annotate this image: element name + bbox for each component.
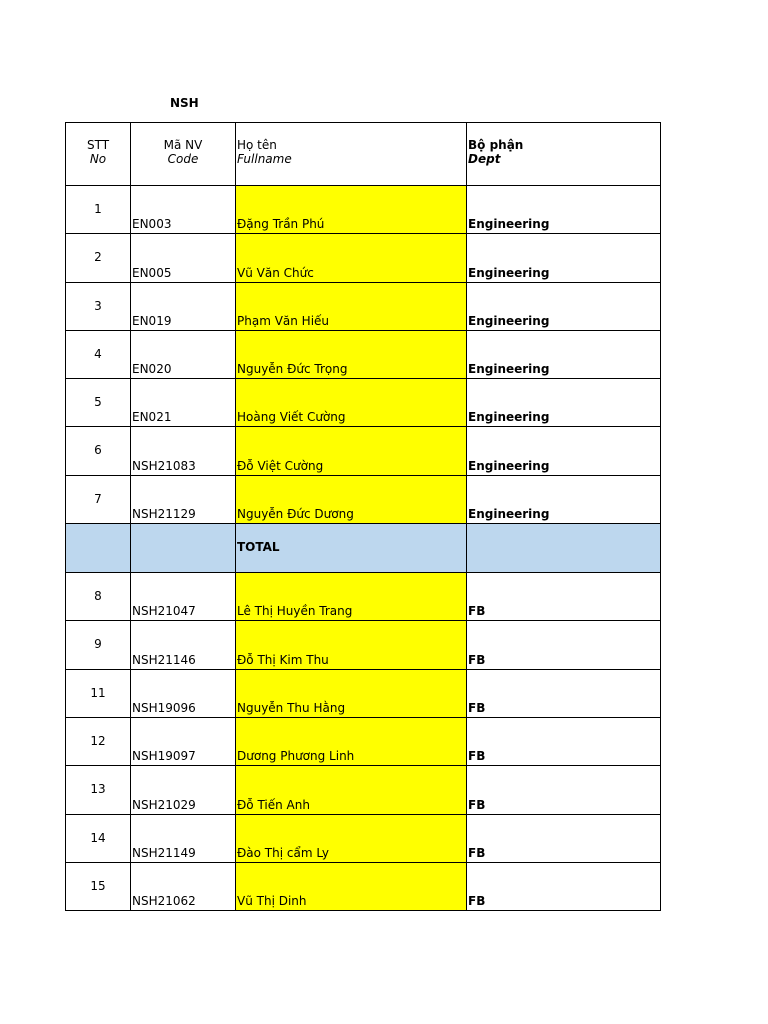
cell-dept[interactable] <box>467 573 661 621</box>
header-name[interactable] <box>236 123 467 186</box>
header-row <box>66 123 661 186</box>
cell-no[interactable] <box>66 717 131 765</box>
cell-fullname-text: Đỗ Việt Cường <box>237 458 324 473</box>
cell-fullname[interactable] <box>236 621 467 669</box>
cell-code[interactable] <box>131 475 236 523</box>
cell-fullname-text: Đào Thị cẩm Ly <box>237 845 330 860</box>
cell-code-text: NSH21029 <box>132 797 196 812</box>
cell-dept[interactable] <box>467 186 661 234</box>
cell-dept-text: FB <box>468 845 486 860</box>
cell-code-text: NSH21129 <box>132 507 196 522</box>
total-empty-cell[interactable] <box>467 524 661 573</box>
cell-code[interactable] <box>131 573 236 621</box>
table-row <box>66 766 661 814</box>
cell-code[interactable] <box>131 621 236 669</box>
cell-fullname[interactable] <box>236 766 467 814</box>
cell-dept[interactable] <box>467 814 661 862</box>
table-row <box>66 621 661 669</box>
cell-code-text: NSH21062 <box>132 894 196 909</box>
total-label: TOTAL <box>237 540 280 555</box>
cell-fullname[interactable] <box>236 427 467 475</box>
cell-dept-text: FB <box>468 700 486 715</box>
table-row <box>66 669 661 717</box>
cell-dept[interactable] <box>467 766 661 814</box>
cell-fullname-text: Vũ Văn Chức <box>237 265 314 280</box>
header-name-vi: Họ tên <box>237 138 277 152</box>
cell-code-text: NSH19096 <box>132 700 196 715</box>
cell-fullname-text: Đặng Trần Phú <box>237 217 325 232</box>
table-row <box>66 234 661 282</box>
table-row <box>66 379 661 427</box>
table-row <box>66 427 661 475</box>
employee-table <box>65 122 661 911</box>
header-code-vi: Mã NV <box>163 138 203 152</box>
cell-dept[interactable] <box>467 717 661 765</box>
cell-code[interactable] <box>131 234 236 282</box>
cell-code[interactable] <box>131 379 236 427</box>
cell-fullname-text: Nguyễn Thu Hằng <box>237 700 346 715</box>
header-name-en: Fullname <box>237 152 292 166</box>
cell-fullname[interactable] <box>236 282 467 330</box>
cell-dept-text: FB <box>468 797 486 812</box>
cell-fullname[interactable] <box>236 814 467 862</box>
cell-no-text: 1 <box>94 202 102 216</box>
cell-fullname-text: Vũ Thị Dinh <box>237 894 307 909</box>
cell-code[interactable] <box>131 427 236 475</box>
cell-fullname[interactable] <box>236 862 467 910</box>
cell-fullname-text: Dương Phương Linh <box>237 749 355 764</box>
cell-no-text: 13 <box>90 782 106 797</box>
cell-dept-text: Engineering <box>468 458 550 473</box>
cell-fullname[interactable] <box>236 717 467 765</box>
table-row <box>66 573 661 621</box>
cell-code-text: NSH21083 <box>132 458 196 473</box>
cell-no-text: 6 <box>94 443 102 458</box>
cell-no-text: 9 <box>94 637 102 652</box>
cell-no-text: 15 <box>90 878 106 893</box>
cell-code-text: EN005 <box>132 265 172 280</box>
cell-no[interactable] <box>66 475 131 523</box>
cell-dept[interactable] <box>467 621 661 669</box>
cell-code[interactable] <box>131 669 236 717</box>
cell-no-text: 8 <box>94 589 102 604</box>
total-label-cell[interactable] <box>236 524 467 573</box>
cell-dept-text: FB <box>468 652 486 667</box>
cell-dept[interactable] <box>467 475 661 523</box>
cell-dept[interactable] <box>467 234 661 282</box>
total-row <box>66 524 661 573</box>
cell-fullname[interactable] <box>236 186 467 234</box>
cell-dept-text: Engineering <box>468 362 550 377</box>
cell-code[interactable] <box>131 862 236 910</box>
cell-code-text: EN021 <box>132 410 172 425</box>
cell-fullname[interactable] <box>236 379 467 427</box>
cell-no-text: 12 <box>90 733 106 748</box>
cell-fullname[interactable] <box>236 234 467 282</box>
cell-code[interactable] <box>131 814 236 862</box>
cell-no[interactable] <box>66 379 131 427</box>
header-dept[interactable] <box>467 123 661 186</box>
header-code-en: Code <box>167 152 199 166</box>
total-empty-cell[interactable] <box>66 524 131 573</box>
cell-no[interactable] <box>66 862 131 910</box>
cell-fullname-text: Hoàng Viết Cường <box>237 410 346 425</box>
cell-fullname[interactable] <box>236 330 467 378</box>
cell-no[interactable] <box>66 814 131 862</box>
cell-dept[interactable] <box>467 669 661 717</box>
cell-dept[interactable] <box>467 862 661 910</box>
cell-code-text: EN019 <box>132 313 172 328</box>
cell-fullname[interactable] <box>236 669 467 717</box>
cell-no-text: 11 <box>90 685 106 700</box>
table-row <box>66 330 661 378</box>
cell-fullname-text: Phạm Văn Hiếu <box>237 313 330 328</box>
cell-no[interactable] <box>66 330 131 378</box>
cell-dept[interactable] <box>467 282 661 330</box>
cell-fullname-text: Lê Thị Huyền Trang <box>237 604 353 619</box>
header-dept-en: Dept <box>468 152 501 166</box>
cell-no-text: 2 <box>94 250 102 265</box>
cell-dept-text: Engineering <box>468 265 550 280</box>
table-row <box>66 475 661 523</box>
cell-dept[interactable] <box>467 379 661 427</box>
cell-code[interactable] <box>131 186 236 234</box>
cell-no[interactable] <box>66 766 131 814</box>
cell-dept-text: Engineering <box>468 313 550 328</box>
cell-dept[interactable] <box>467 427 661 475</box>
cell-no[interactable] <box>66 427 131 475</box>
total-empty-cell[interactable] <box>131 524 236 573</box>
cell-no-text: 7 <box>94 491 102 506</box>
cell-fullname[interactable] <box>236 573 467 621</box>
header-code[interactable] <box>131 123 236 186</box>
cell-dept-text: Engineering <box>468 507 550 522</box>
cell-dept[interactable] <box>467 330 661 378</box>
table-row <box>66 862 661 910</box>
cell-no[interactable] <box>66 573 131 621</box>
cell-no[interactable] <box>66 621 131 669</box>
cell-fullname-text: Đỗ Thị Kim Thu <box>237 652 329 667</box>
cell-code-text: NSH21146 <box>132 652 196 667</box>
employee-table-body <box>66 123 661 911</box>
cell-no-text: 14 <box>90 830 106 845</box>
table-row <box>66 186 661 234</box>
cell-code[interactable] <box>131 330 236 378</box>
table-row <box>66 814 661 862</box>
cell-code-text: NSH21149 <box>132 845 196 860</box>
cell-dept-text: FB <box>468 894 486 909</box>
cell-fullname-text: Đỗ Tiến Anh <box>237 797 310 812</box>
cell-fullname-text: Nguyễn Đức Dương <box>237 507 354 522</box>
cell-fullname-text: Nguyễn Đức Trọng <box>237 362 348 377</box>
table-row <box>66 717 661 765</box>
cell-code[interactable] <box>131 717 236 765</box>
cell-no[interactable] <box>66 282 131 330</box>
cell-no[interactable] <box>66 669 131 717</box>
cell-no-text: 5 <box>94 395 102 410</box>
cell-dept-text: FB <box>468 604 486 619</box>
cell-dept-text: Engineering <box>468 410 550 425</box>
cell-no[interactable] <box>66 234 131 282</box>
cell-no[interactable] <box>66 186 131 234</box>
header-stt-en: No <box>89 152 107 166</box>
cell-code[interactable] <box>131 766 236 814</box>
cell-code-text: EN003 <box>132 217 172 232</box>
cell-code-text: NSH19097 <box>132 749 196 764</box>
cell-code[interactable] <box>131 282 236 330</box>
cell-dept-text: Engineering <box>468 217 550 232</box>
cell-no-text: 3 <box>94 298 102 313</box>
table-row <box>66 282 661 330</box>
header-dept-vi: Bộ phận <box>468 138 524 152</box>
cell-fullname[interactable] <box>236 475 467 523</box>
header-stt-vi: STT <box>86 138 110 152</box>
sheet-title: NSH <box>170 96 199 110</box>
header-stt[interactable] <box>66 123 131 186</box>
cell-code-text: NSH21047 <box>132 604 196 619</box>
cell-dept-text: FB <box>468 749 486 764</box>
cell-no-text: 4 <box>94 346 102 361</box>
cell-code-text: EN020 <box>132 362 172 377</box>
